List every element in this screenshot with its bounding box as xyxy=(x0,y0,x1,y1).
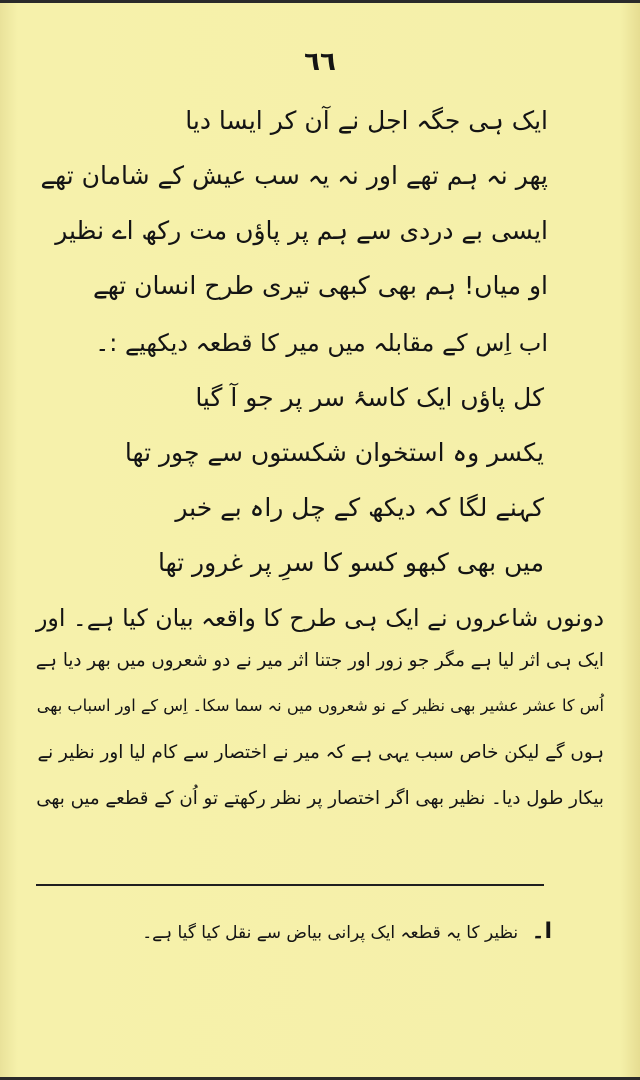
footnote-marker: ا۔ xyxy=(531,919,552,944)
verse-line: یکسر وہ استخوان شکستوں سے چور تھا xyxy=(124,438,544,467)
intro-line: اب اِس کے مقابلہ میں میر کا قطعہ دیکھیے :۔ xyxy=(95,329,548,357)
prose-line: ایک ہی اثر لیا ہے مگر جو زور اور جتنا اثر میر نے دو شعروں میں بھر دیا ہے xyxy=(35,650,604,671)
verse-line: کل پاؤں ایک کاسۂ سر پر جو آ گیا xyxy=(195,383,544,412)
footnote-text: نظیر کا یہ قطعہ ایک پرانی بیاض سے نقل کیا گیا ہے۔ xyxy=(142,923,519,943)
verse-line: او میاں! ہم بھی کبھی تیری طرح انسان تھے xyxy=(93,271,548,300)
prose-line: ہوں گے لیکن خاص سبب یہی ہے کہ میر نے اختصار سے کام لیا اور نظیر نے xyxy=(37,742,604,763)
verse-line: کہنے لگا کہ دیکھ کے چل راہ بے خبر xyxy=(175,493,544,522)
footnote-divider xyxy=(36,884,544,886)
footnote xyxy=(142,919,552,944)
verse-line: ایسی بے دردی سے ہم پر پاؤں مت رکھ اے نظیر xyxy=(55,216,548,245)
verse-line: پھر نہ ہم تھے اور نہ یہ سب عیش کے شامان تھے xyxy=(40,161,548,190)
page-number: ٦٦ xyxy=(304,47,336,77)
prose-line: اُس کا عشر عشیر بھی نظیر کے نو شعروں میں نہ سما سکا۔ اِس کے اور اسباب بھی xyxy=(36,696,604,715)
verse-line: ایک ہی جگہ اجل نے آن کر ایسا دیا xyxy=(185,106,548,135)
prose-line: دونوں شاعروں نے ایک ہی طرح کا واقعہ بیان کیا ہے۔ اور xyxy=(35,604,604,632)
prose-line: بیکار طول دیا۔ نظیر بھی اگر اختصار پر نظر رکھتے تو اُن کے قطعے میں بھی xyxy=(36,788,604,809)
verse-line: میں بھی کبھو کسو کا سرِ پر غرور تھا xyxy=(158,548,544,577)
